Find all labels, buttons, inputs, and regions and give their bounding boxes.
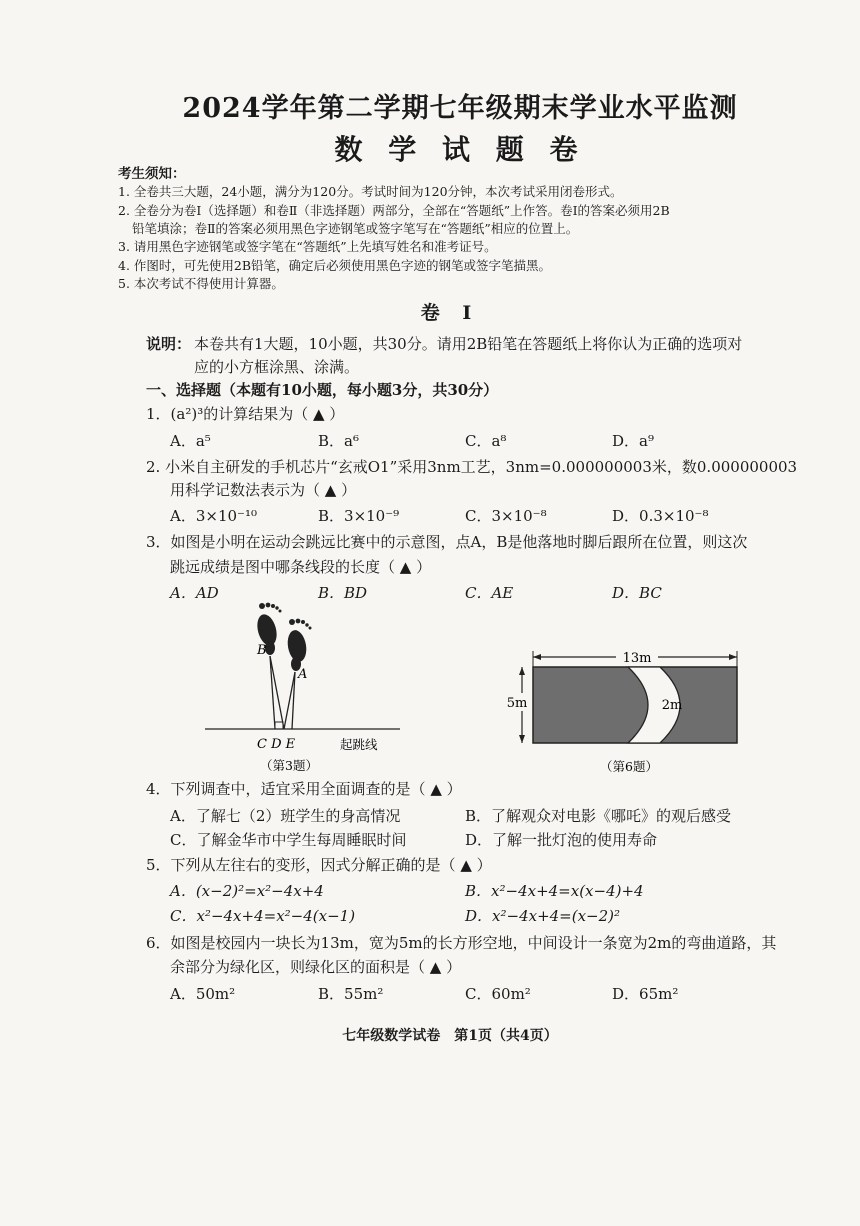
question-6-option-c: C．60m² [465,985,531,1003]
question-4-option-d: D．了解一批灯泡的使用寿命 [465,831,658,849]
notice-heading: 考生须知： [118,166,186,182]
question-5-stem: 5．下列从左往右的变形，因式分解正确的是（ ▲ ） [146,856,492,874]
question-6-option-b: B．55m² [318,985,384,1003]
figure-3-long-jump [200,598,410,778]
right-angle-mark [275,722,283,729]
footprint-right-icon [285,619,311,671]
question-2-option-d: D．0.3×10⁻⁸ [612,507,709,525]
exam-title: 2024学年第二学期七年级期末学业水平监测 [182,93,738,124]
question-4-stem: 4．下列调查中，适宜采用全面调查的是（ ▲ ） [146,780,462,798]
part-title: 一、选择题（本题有10小题，每小题3分，共30分） [146,381,499,399]
exam-subtitle: 数 学 试 题 卷 [334,133,586,166]
question-1-option-b: B．a⁶ [318,432,359,450]
question-1-option-d: D．a⁹ [612,432,654,450]
section-title: 卷 Ⅰ [420,302,480,324]
section-note-line: 应的小方框涂黑、涂满。 [194,358,360,376]
question-4-option-b: B．了解观众对电影《哪吒》的观后感受 [465,807,732,825]
question-1-option-c: C．a⁸ [465,432,507,450]
question-3-option-c: C．AE [465,584,514,602]
question-5-option-c: C．x²−4x+4=x²−4(x−1) [170,907,356,925]
question-1-stem: 1．(a²)³的计算结果为（ ▲ ） [146,405,345,423]
length-label: 13m [622,651,652,666]
figure-6-caption: （第6题） [600,759,658,774]
road-width-label: 2m [661,698,683,713]
notice-item: 3. 请用黑色字迹钢笔或签字笔在“答题纸”上先填写姓名和准考证号。 [118,239,497,254]
figure-3-caption: （第3题） [260,758,318,773]
question-2-option-a: A．3×10⁻¹⁰ [170,507,257,525]
width-label: 5m [506,696,528,711]
point-b-label: B [257,643,267,658]
question-5-option-b: B．x²−4x+4=x(x−4)+4 [465,882,644,900]
notice-item: 4. 作图时，可先使用2B铅笔，确定后必须使用黑色字迹的钢笔或签字笔描黑。 [118,258,552,273]
takeoff-line-label: 起跳线 [340,737,378,752]
question-5-option-a: A．(x−2)²=x²−4x+4 [170,882,324,900]
question-3-option-a: A．AD [170,584,219,602]
question-1-option-a: A．a⁵ [170,432,211,450]
question-3-stem: 3．如图是小明在运动会跳远比赛中的示意图，点A，B是他落地时脚后跟所在位置，则这次 [146,533,748,551]
notice-item: 2. 全卷分为卷Ⅰ（选择题）和卷Ⅱ（非选择题）两部分，全部在“答题纸”上作答。卷Ⅰ的答案必须用2B [118,203,670,218]
point-a-label: A [298,667,308,682]
page-footer: 七年级数学试卷 第1页（共4页） [342,1028,558,1044]
question-6-stem: 6．如图是校园内一块长为13m，宽为5m的长方形空地，中间设计一条宽为2m的弯曲道路，其 [146,934,777,952]
question-4-option-c: C．了解金华市中学生每周睡眠时间 [170,831,407,849]
question-2-stem: 用科学记数法表示为（ ▲ ） [170,481,357,499]
notice-item: 5. 本次考试不得使用计算器。 [118,276,284,291]
figure-6-garden [500,645,750,780]
question-5-option-d: D．x²−4x+4=(x−2)² [465,907,621,925]
question-6-option-a: A．50m² [170,985,236,1003]
question-3-stem: 跳远成绩是图中哪条线段的长度（ ▲ ） [170,558,432,576]
question-2-stem: 2. 小米自主研发的手机芯片“玄戒O1”采用3nm工艺，3nm=0.000000003米，数0.000000003 [146,458,798,476]
green-area [533,667,737,743]
question-6-stem: 余部分为绿化区，则绿化区的面积是（ ▲ ） [170,958,462,976]
question-6-option-d: D．65m² [612,985,679,1003]
section-note-label: 说明： [146,335,192,353]
section-note-line: 本卷共有1大题，10小题，共30分。请用2B铅笔在答题纸上将你认为正确的选项对 [194,335,743,353]
points-cde-label: C D E [257,737,296,752]
question-2-option-c: C．3×10⁻⁸ [465,507,547,525]
question-4-option-a: A．了解七（2）班学生的身高情况 [170,807,401,825]
notice-item: 铅笔填涂；卷Ⅱ的答案必须用黑色字迹钢笔或签字笔写在“答题纸”相应的位置上。 [132,221,579,236]
question-2-option-b: B．3×10⁻⁹ [318,507,400,525]
question-3-option-b: B．BD [318,584,368,602]
notice-item: 1. 全卷共三大题，24小题，满分为120分。考试时间为120分钟，本次考试采用闭卷形式。 [118,184,623,199]
question-3-option-d: D．BC [612,584,662,602]
